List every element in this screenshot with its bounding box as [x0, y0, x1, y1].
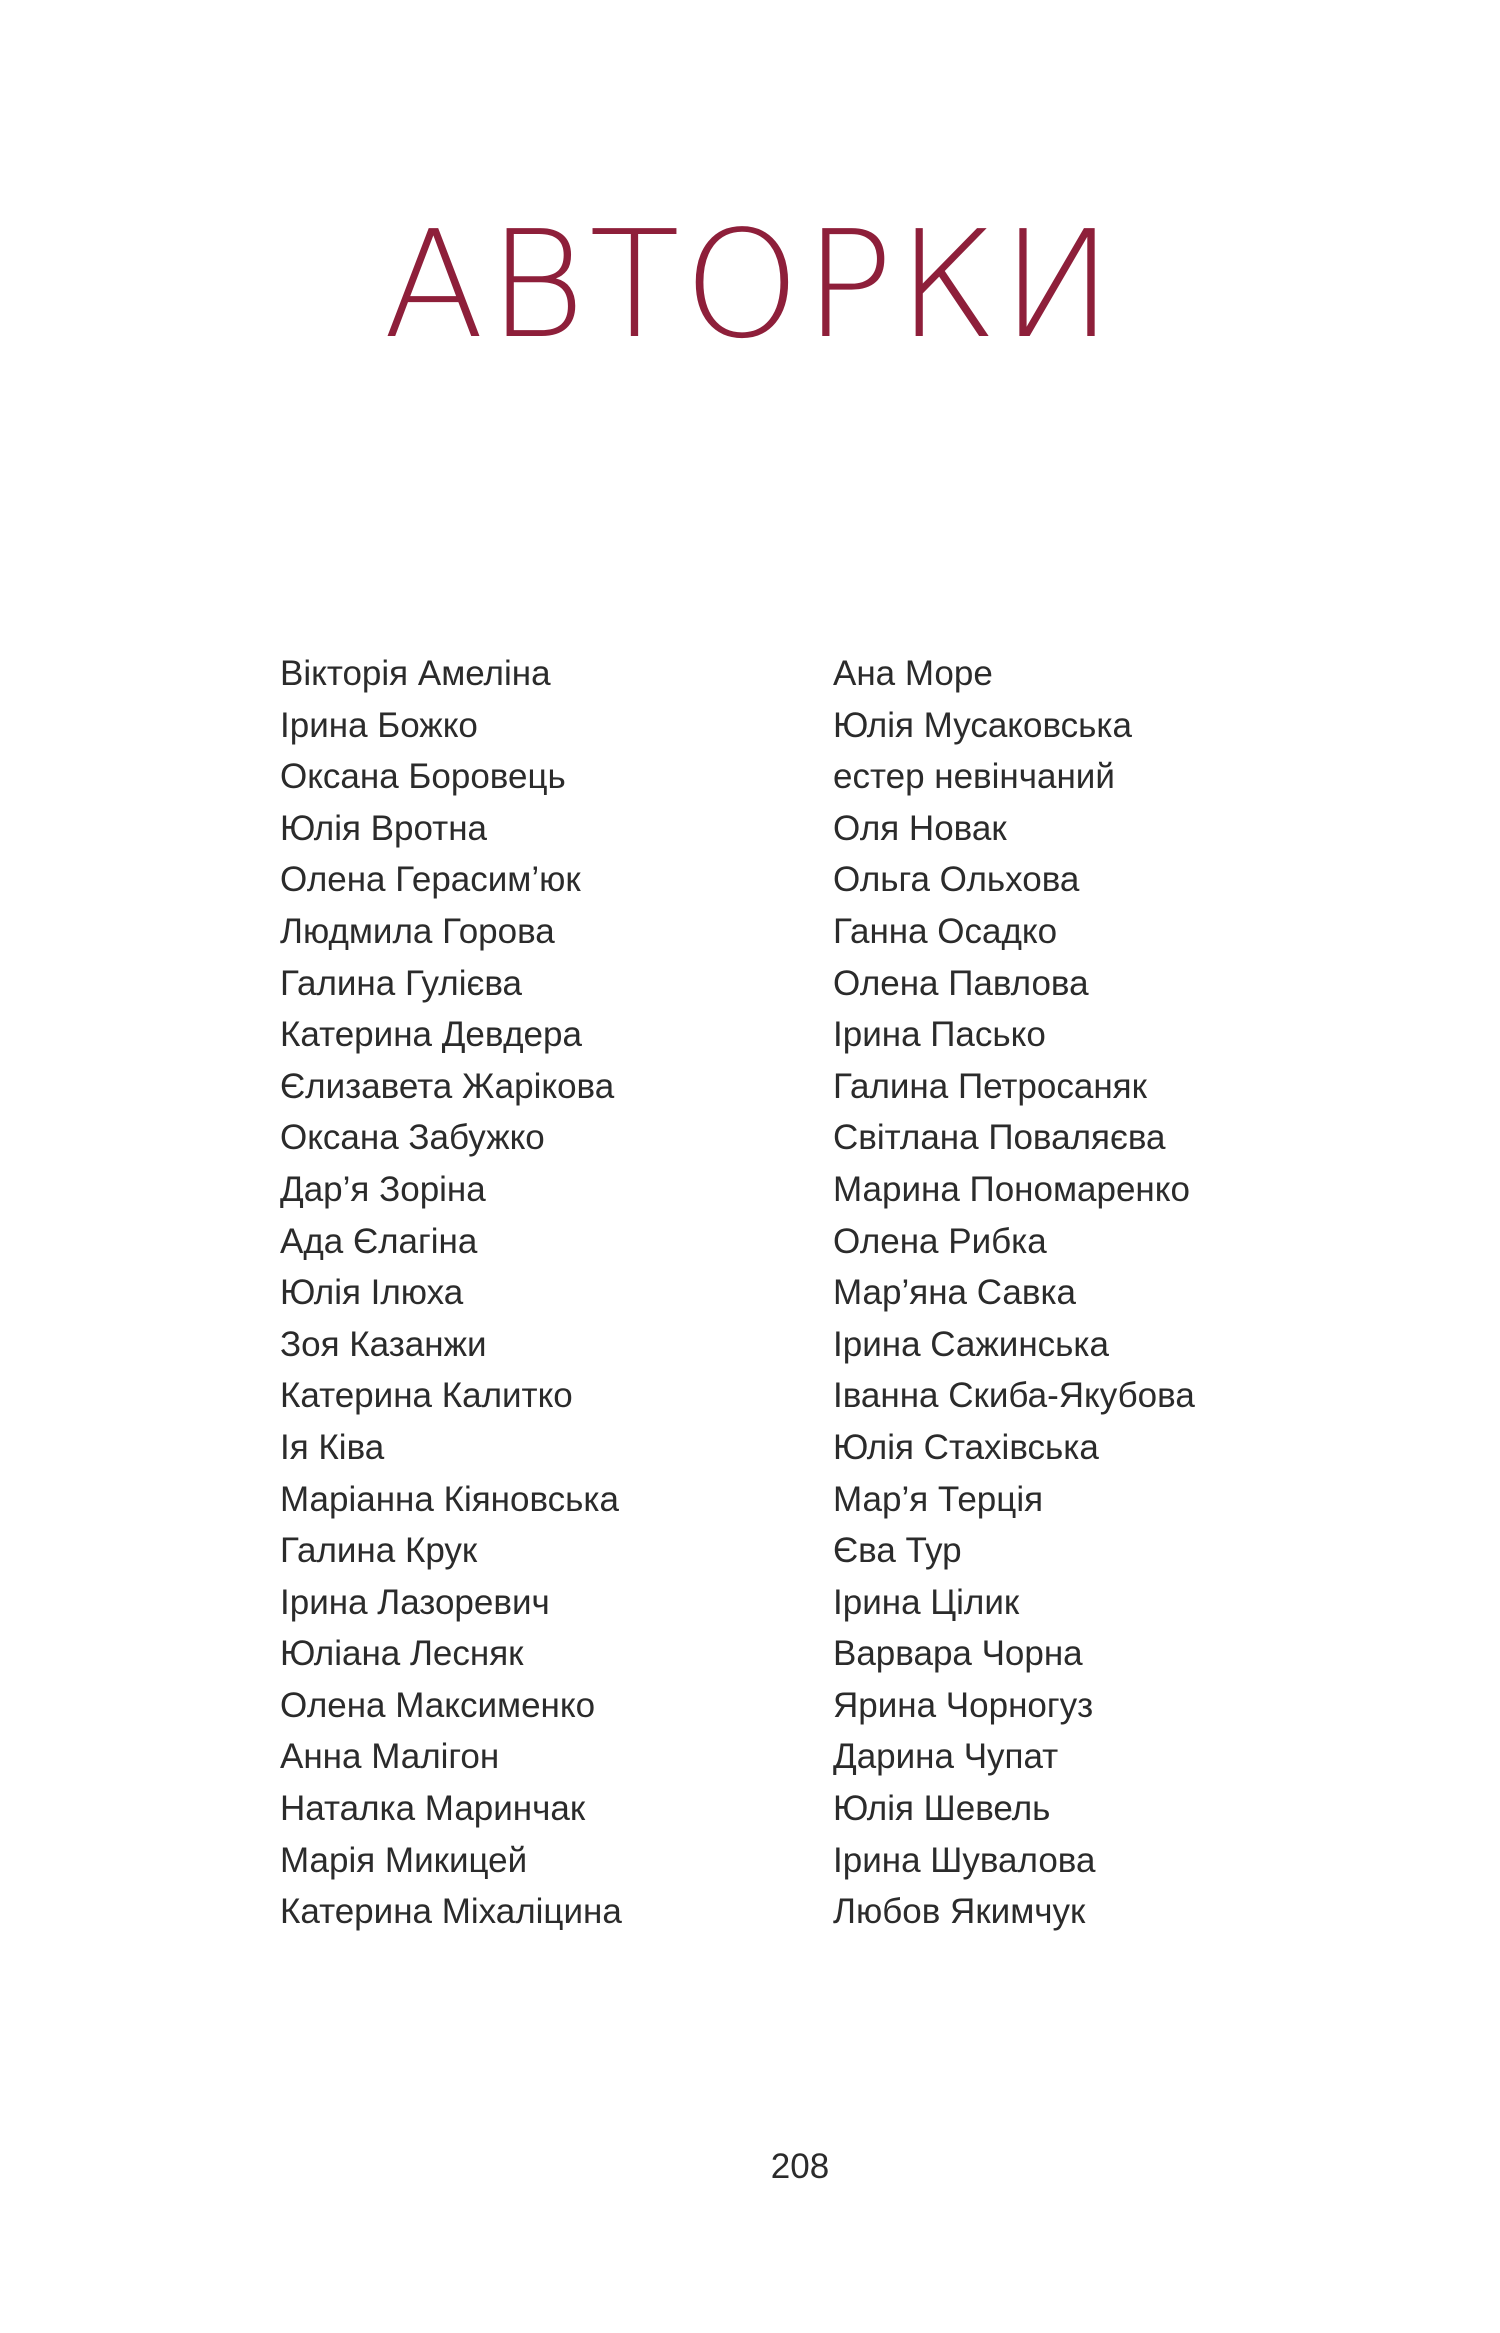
author-name: Олена Рибка [833, 1221, 1047, 1261]
author-name: Галина Крук [280, 1531, 478, 1571]
author-name: Оксана Боровець [280, 757, 566, 797]
author-name: Любов Якимчук [833, 1892, 1086, 1932]
author-name: Ірина Сажинська [833, 1324, 1109, 1364]
author-name: Юліана Лесняк [280, 1634, 524, 1674]
author-name: Ірина Цілик [833, 1582, 1020, 1622]
author-name: Ганна Осадко [833, 911, 1058, 951]
author-name: Олена Герасим’юк [280, 860, 581, 900]
author-name: Ірина Пасько [833, 1015, 1046, 1055]
author-name: Єлизавета Жарікова [280, 1066, 615, 1106]
author-name: Ірина Лазоревич [280, 1582, 550, 1622]
author-name: Галина Гулієва [280, 963, 523, 1003]
author-name: Катерина Міхаліцина [280, 1892, 622, 1932]
author-name: Вікторія Амеліна [280, 654, 551, 693]
author-name: Ірина Шувалова [833, 1840, 1096, 1880]
author-name: Галина Петросаняк [833, 1066, 1147, 1106]
page-title: АВТОРКИ [383, 199, 1117, 371]
author-name: Ольга Ольхова [833, 860, 1080, 900]
author-name: Варвара Чорна [833, 1634, 1083, 1674]
author-name: Олена Павлова [833, 963, 1089, 1003]
author-name: Дар’я Зоріна [280, 1169, 486, 1209]
author-name: Мар’яна Савка [833, 1273, 1077, 1313]
authors-list-left [280, 648, 800, 1938]
author-name: Юлія Мусаковська [833, 705, 1132, 745]
author-name: Марина Пономаренко [833, 1169, 1190, 1209]
author-name: Ярина Чорногуз [833, 1685, 1094, 1725]
author-name: Маріанна Кіяновська [280, 1479, 619, 1519]
author-name: Світлана Поваляєва [833, 1118, 1166, 1158]
author-name: Єва Тур [833, 1531, 962, 1571]
author-name: Іванна Скиба-Якубова [833, 1376, 1195, 1416]
author-name: Ада Єлагіна [280, 1221, 478, 1261]
author-name: Олена Максименко [280, 1685, 596, 1725]
author-name: Людмила Горова [280, 911, 555, 951]
author-name: Анна Малігон [280, 1737, 500, 1777]
author-name: Катерина Калитко [280, 1376, 573, 1416]
author-name: Оксана Забужко [280, 1118, 545, 1158]
author-name: Зоя Казанжи [280, 1324, 487, 1364]
author-name: Ірина Божко [280, 705, 478, 745]
author-name: Дарина Чупат [833, 1737, 1059, 1777]
author-name: Юлія Вротна [280, 808, 487, 848]
author-name: естер невінчаний [833, 757, 1115, 797]
page-number: 208 [770, 2147, 830, 2186]
authors-list-right [833, 648, 1393, 1938]
author-name: Марія Микицей [280, 1840, 528, 1880]
author-name: Оля Новак [833, 808, 1007, 848]
author-name: Мар’я Терція [833, 1479, 1044, 1519]
author-name: Юлія Стахівська [833, 1427, 1099, 1467]
author-name: Ана Море [833, 654, 993, 693]
author-name: Наталка Маринчак [280, 1789, 586, 1829]
author-name: Юлія Шевель [833, 1789, 1051, 1829]
author-name: Катерина Девдера [280, 1015, 582, 1055]
author-name: Ія Ківа [280, 1427, 385, 1467]
author-name: Юлія Ілюха [280, 1273, 464, 1313]
